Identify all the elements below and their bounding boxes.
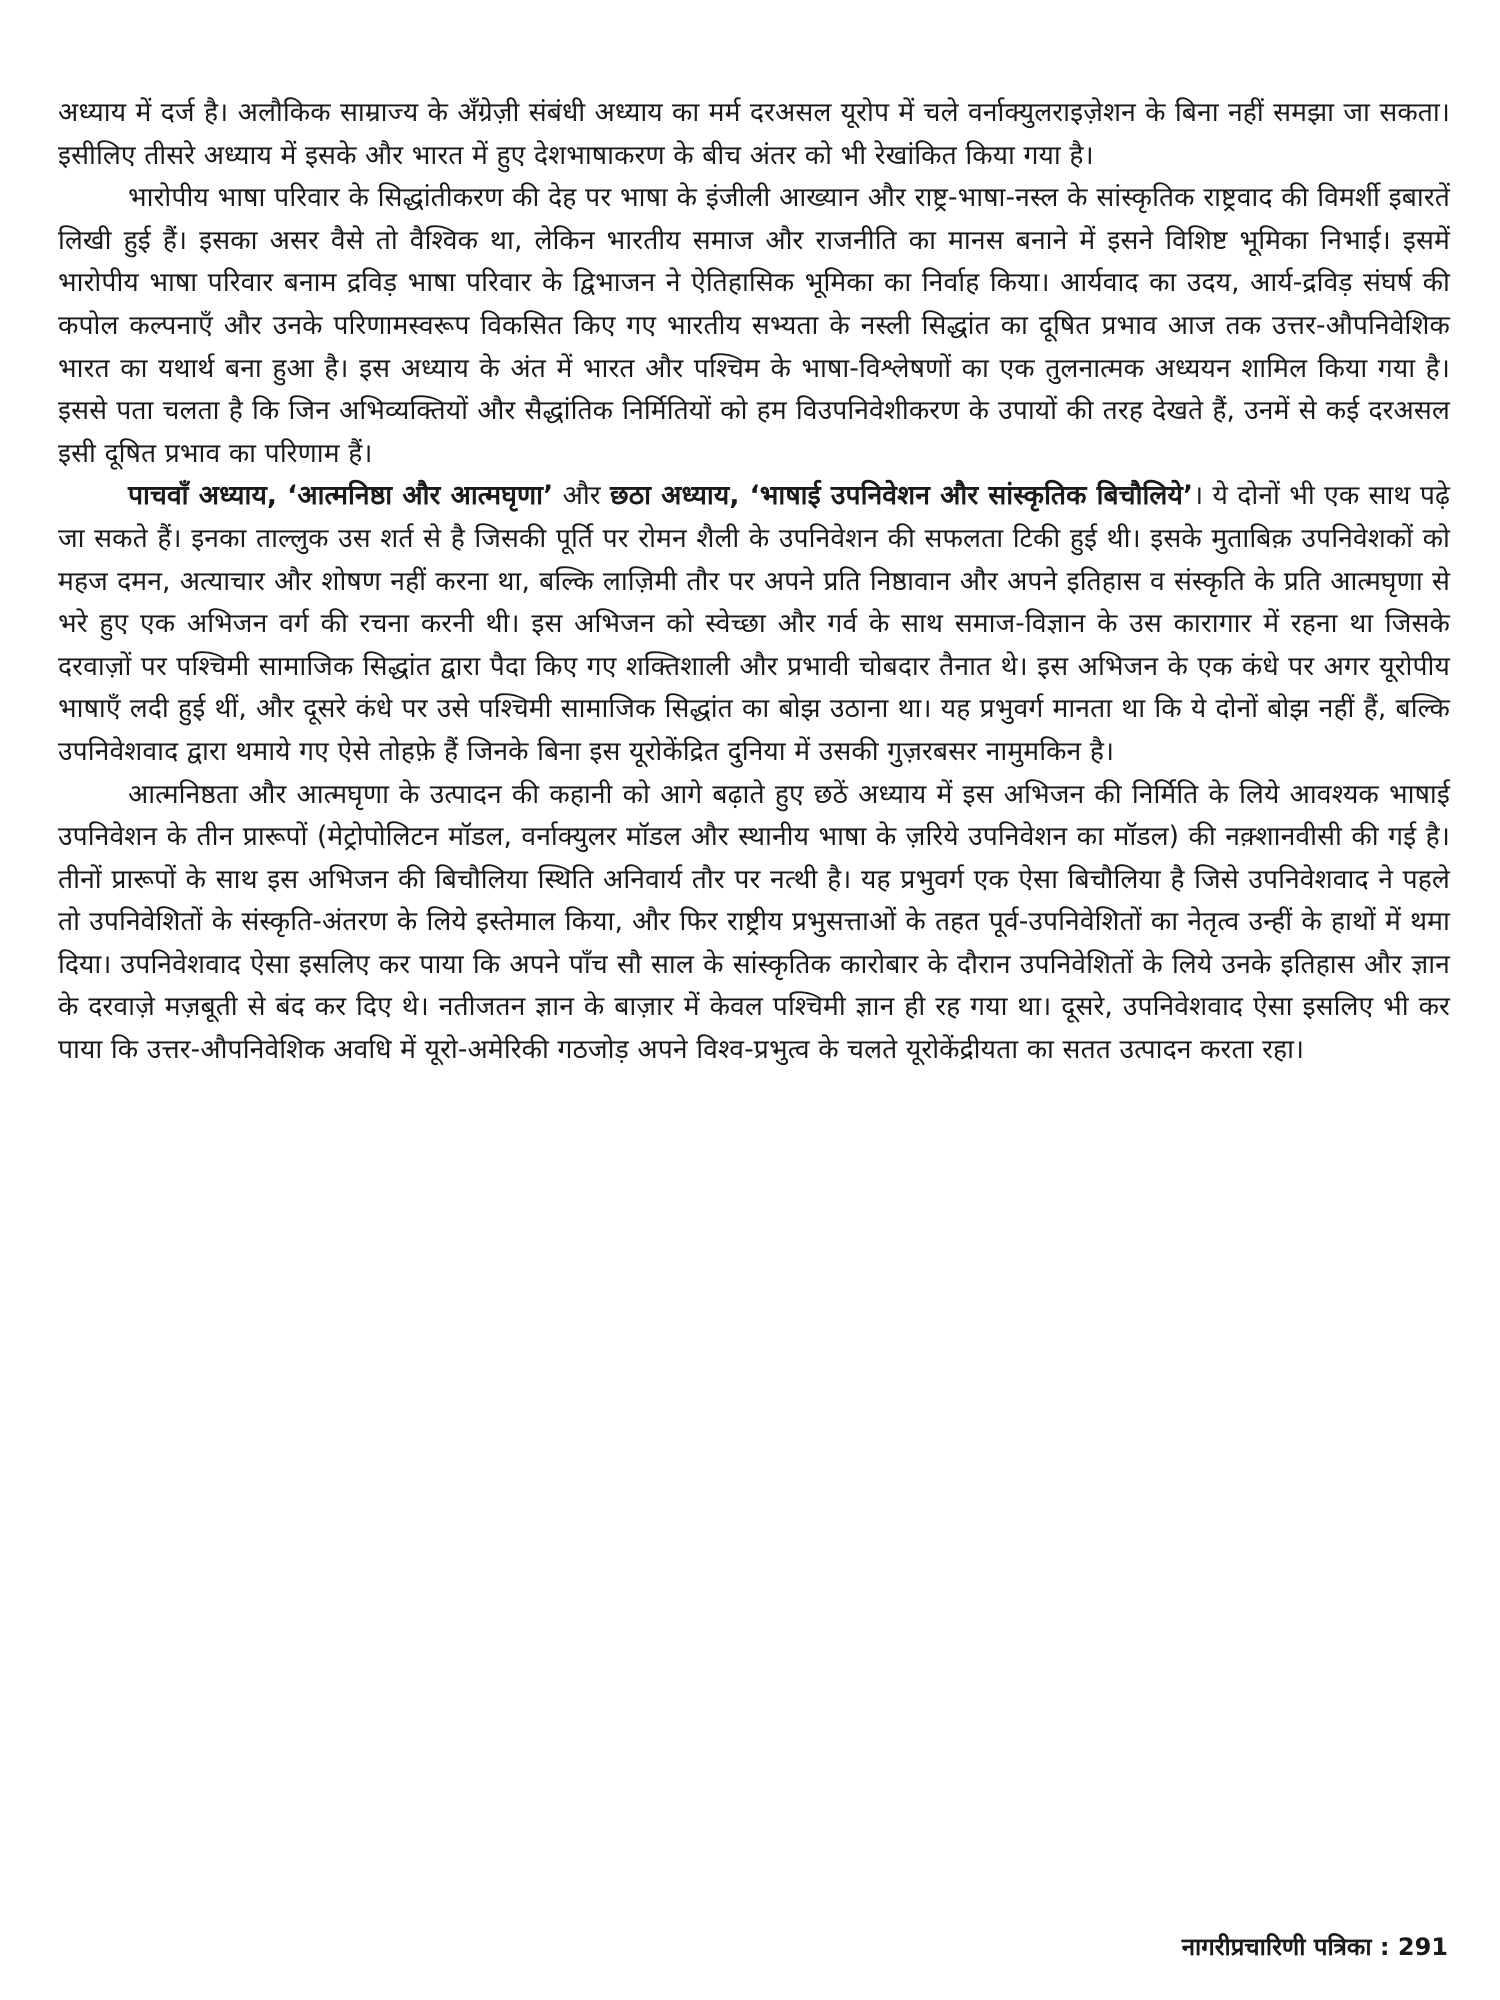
chapter-five-title: पाचवाँ अध्याय, ‘आत्मनिष्ठा और आत्मघृणा’ <box>128 480 554 512</box>
paragraph-3 <box>58 475 1450 773</box>
paragraph-4: आत्मनिष्ठता और आत्मघृणा के उत्पादन की कहानी को आगे बढ़ाते हुए छठें अध्याय में इस अभिजन की निर्मिति के लिये आवश्यक भाषाई उपनिवेशन के तीन प्रारूपों (मेट्रोपोलिटन मॉडल, वर्नाक्युलर मॉडल और स्थानीय भाषा के ज़रिये उपनिवेशन का मॉडल) की नक़्शानवीसी की गई है। तीनों प्रारूपों के साथ इस अभिजन की बिचौलिया स्थिति अनिवार्य तौर पर नत्थी है। यह प्रभुवर्ग एक ऐसा बिचौलिया है जिसे उपनिवेशवाद ने पहले तो उपनिवेशितों के संस्कृति-अंतरण के लिये इस्तेमाल किया, और फिर राष्ट्रीय प्रभुसत्ताओं के तहत पूर्व-उपनिवेशितों का नेतृत्व उन्हीं के हाथों में थमा दिया। उपनिवेशवाद ऐसा इसलिए कर पाया कि अपने पाँच सौ साल के सांस्कृतिक कारोबार के दौरान उपनिवेशितों के लिये उनके इतिहास और ज्ञान के दरवाज़े मज़बूती से बंद कर दिए थे। नतीजतन ज्ञान के बाज़ार में केवल पश्चिमी ज्ञान ही रह गया था। दूसरे, उपनिवेशवाद ऐसा इसलिए भी कर पाया कि उत्तर-औपनिवेशिक अवधि में यूरो-अमेरिकी गठजोड़ अपने विश्व-प्रभुत्व के चलते यूरोकेंद्रीयता का सतत उत्पादन करता रहा। <box>58 778 1450 1066</box>
paragraph-2: भारोपीय भाषा परिवार के सिद्धांतीकरण की देह पर भाषा के इंजीली आख्यान और राष्ट्र-भाषा-नस्ल के सांस्कृतिक राष्ट्रवाद की विमर्शी इबारतें लिखी हुई हैं। इसका असर वैसे तो वैश्विक था, लेकिन भारतीय समाज और राजनीति का मानस बनाने में इसने विशिष्ट भूमिका निभाई। इसमें भारोपीय भाषा परिवार बनाम द्रविड़ भाषा परिवार के द्विभाजन ने ऐतिहासिक भूमिका का निर्वाह किया। आर्यवाद का उदय, आर्य-द्रविड़ संघर्ष की कपोल कल्पनाएँ और उनके परिणामस्वरूप विकसित किए गए भारतीय सभ्यता के नस्ली सिद्धांत का दूषित प्रभाव आज तक उत्तर-औपनिवेशिक भारत का यथार्थ बना हुआ है। इस अध्याय के अंत में भारत और पश्चिम के भाषा-विश्लेषणों का एक तुलनात्मक अध्ययन शामिल किया गया है। इससे पता चलता है कि जिन अभिव्यक्तियों और सैद्धांतिक निर्मितियों को हम विउपनिवेशीकरण के उपायों की तरह देखते हैं, उनमें से कई दरअसल इसी दूषित प्रभाव का परिणाम हैं। <box>58 182 1450 469</box>
page-footer: नागरीप्रचारिणी पत्रिका : 291 <box>1181 1933 1448 1961</box>
paragraph-3-connector: और <box>553 480 611 512</box>
chapter-six-title: छठा अध्याय, ‘भाषाई उपनिवेशन और सांस्कृतिक बिचौलिये’ <box>610 480 1194 512</box>
paragraph-1: अध्याय में दर्ज है। अलौकिक साम्राज्य के अँग्रेज़ी संबंधी अध्याय का मर्म दरअसल यूरोप में चले वर्नाक्युलराइज़ेशन के बिना नहीं समझा जा सकता। इसीलिए तीसरे अध्याय में इसके और भारत में हुए देशभाषाकरण के बीच अंतर को भी रेखांकित किया गया है। <box>58 97 1450 171</box>
paragraph-3-body: । ये दोनों भी एक साथ पढ़े जा सकते हैं। इनका ताल्लुक उस शर्त से है जिसकी पूर्ति पर रोमन शैली के उपनिवेशन की सफलता टिकी हुई थी। इसके मुताबिक़ उपनिवेशकों को महज दमन, अत्याचार और शोषण नहीं करना था, बल्कि लाज़िमी तौर पर अपने प्रति निष्ठावान और अपने इतिहास व संस्कृति के प्रति आत्मघृणा से भरे हुए एक अभिजन वर्ग की रचना करनी थी। इस अभिजन को स्वेच्छा और गर्व के साथ समाज-विज्ञान के उस कारागार में रहना था जिसके दरवाज़ों पर पश्चिमी सामाजिक सिद्धांत द्वारा पैदा किए गए शक्तिशाली और प्रभावी चोबदार तैनात थे। इस अभिजन के एक कंधे पर अगर यूरोपीय भाषाएँ लदी हुई थीं, और दूसरे कंधे पर उसे पश्चिमी सामाजिक सिद्धांत का बोझ उठाना था। यह प्रभुवर्ग मानता था कि ये दोनों बोझ नहीं हैं, बल्कि उपनिवेशवाद द्वारा थमाये गए ऐसे तोहफ़े हैं जिनके बिना इस यूरोकेंद्रित दुनिया में उसकी गुज़रबसर नामुमकिन है। <box>58 480 1451 767</box>
article-body <box>58 92 1450 1072</box>
